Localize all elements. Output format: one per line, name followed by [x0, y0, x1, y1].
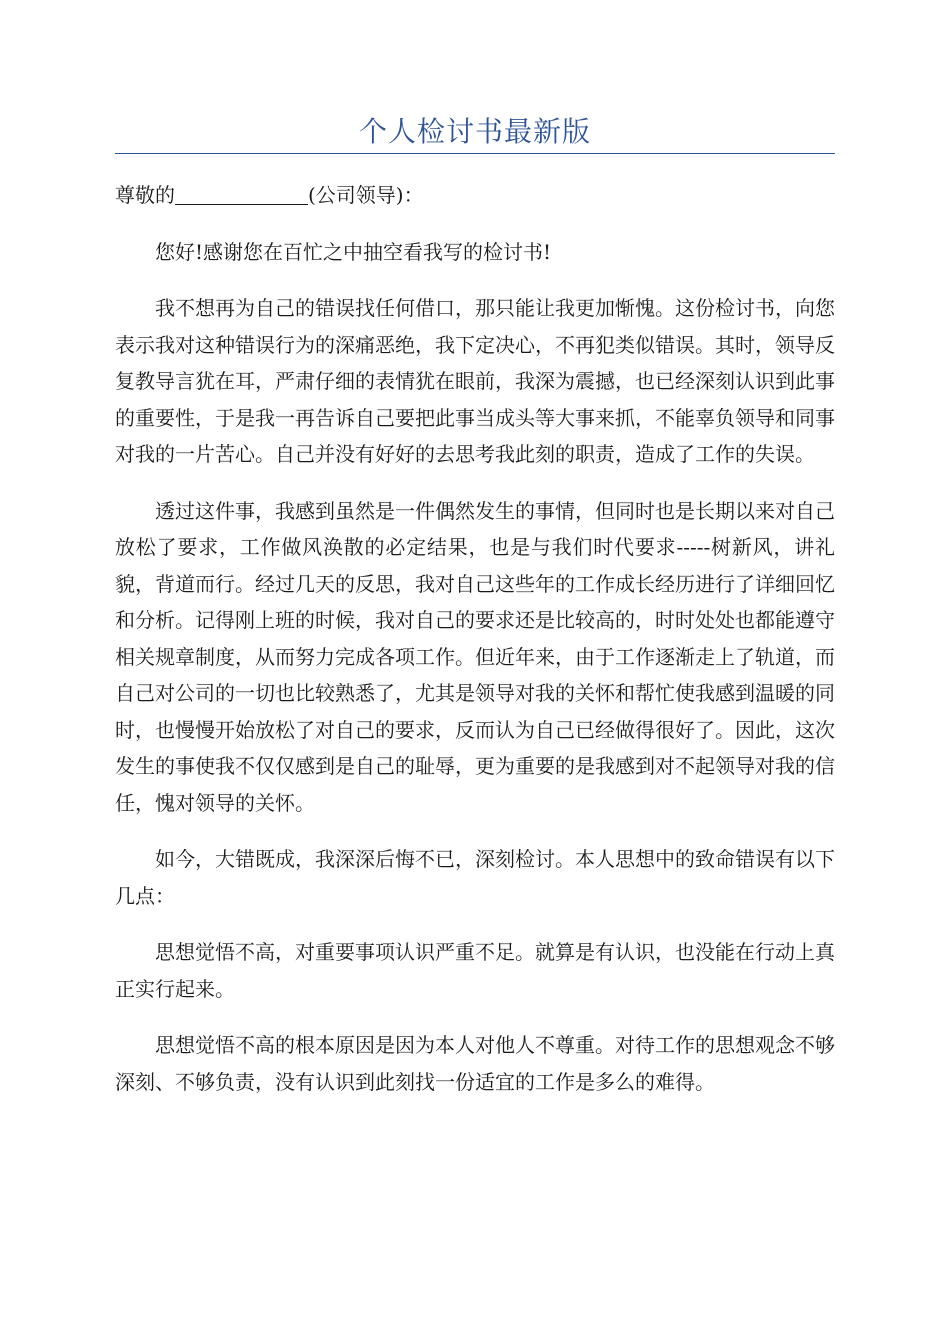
document-title: 个人检讨书最新版	[358, 115, 591, 148]
document-body	[115, 177, 835, 1120]
paragraph-apology: 我不想再为自己的错误找任何借口，那只能让我更加惭愧。这份检讨书，向您表示我对这种错误行为的深痛恶绝，我下定决心，不再犯类似错误。其时，领导反复教导言犹在耳，严肃仔细的表情犹在眼前，我深为震撼，也已经深刻认识到此事的重要性，于是我一再告诉自己要把此事当成头等大事来抓，不能辜负领导和同事对我的一片苦心。自己并没有好好的去思考我此刻的职责，造成了工作的失误。	[115, 296, 835, 466]
salutation-suffix: (公司领导)：	[308, 183, 424, 207]
paragraph-reflection: 透过这件事，我感到虽然是一件偶然发生的事情，但同时也是长期以来对自己放松了要求，工作做风涣散的必定结果，也是与我们时代要求-----树新风，讲礼貌，背道而行。经过几天的反思，我对自己这些年的工作成长经历进行了详细回忆和分析。记得刚上班的时候，我对自己的要求还是比较高的，时时处处也都能遵守相关规章制度，从而努力完成各项工作。但近年来，由于工作逐渐走上了轨道，而自己对公司的一切也比较熟悉了，尤其是领导对我的关怀和帮忙使我感到温暖的同时，也慢慢开始放松了对自己的要求，反而认为自己已经做得很好了。因此，这次发生的事使我不仅仅感到是自己的耻辱，更为重要的是我感到对不起领导对我的信任，愧对领导的关怀。	[115, 498, 835, 815]
salutation-prefix: 尊敬的	[115, 183, 175, 207]
recipient-blank	[175, 180, 308, 205]
paragraph-mistakes-intro: 如今，大错既成，我深深后悔不已，深刻检讨。本人思想中的致命错误有以下几点：	[115, 847, 835, 908]
paragraph-greeting: 您好!感谢您在百忙之中抽空看我写的检讨书!	[155, 239, 552, 264]
salutation-line	[115, 177, 835, 214]
paragraph-root-cause: 思想觉悟不高的根本原因是因为本人对他人不尊重。对待工作的思想观念不够深刻、不够负责，没有认识到此刻找一份适宜的工作是多么的难得。	[115, 1033, 835, 1094]
title-underline	[115, 153, 835, 154]
paragraph-point-one: 思想觉悟不高，对重要事项认识严重不足。就算是有认识，也没能在行动上真正实行起来。	[115, 940, 835, 1001]
